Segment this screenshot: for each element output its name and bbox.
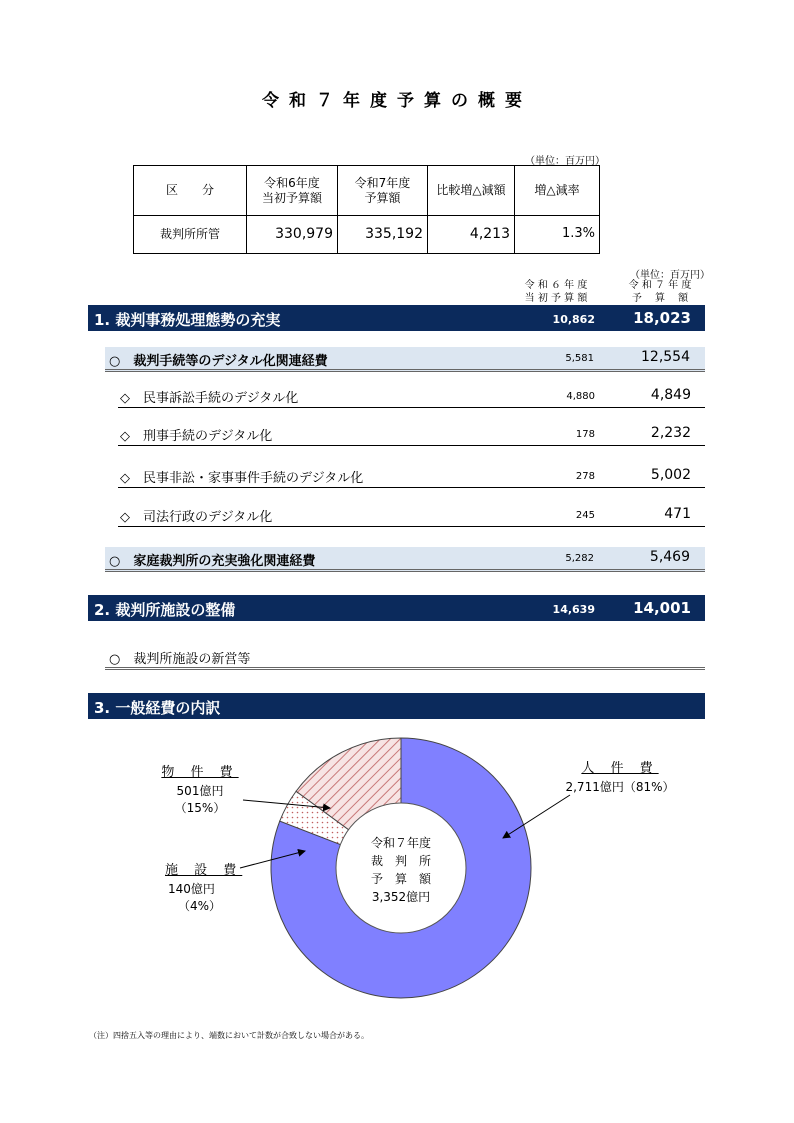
row-rate: 1.3% <box>515 216 600 254</box>
row-r6: 330,979 <box>247 216 338 254</box>
section1-r6: 10,862 <box>552 313 595 326</box>
section1-r7: 18,023 <box>633 309 691 327</box>
section2-sub-label: ○ 裁判所施設の新営等 <box>109 652 251 667</box>
group-digital-r6: 5,581 <box>565 353 594 364</box>
section2-r6: 14,639 <box>552 603 595 616</box>
group-family-r6: 5,282 <box>565 553 594 564</box>
section2-label: 2. 裁判所施設の整備 <box>94 601 236 619</box>
header-diff: 比較増△減額 <box>428 166 515 216</box>
header-r7: 令和7年度 予算額 <box>338 166 428 216</box>
footnote: （注）四捨五入等の理由により、端数において計数が合致しない場合がある。 <box>89 1031 369 1040</box>
label-jinken: 人 件 費 2,711億円（81%） <box>565 761 675 794</box>
col-r7-heading: 令 和 ７ 年 度 予 算 額 <box>628 280 692 304</box>
list-item: ◇ 民事訴訟手続のデジタル化 4,880 4,849 <box>118 387 705 408</box>
row-diff: 4,213 <box>428 216 515 254</box>
header-r6: 令和6年度 当初予算額 <box>247 166 338 216</box>
section1-label: 1. 裁判事務処理態勢の充実 <box>94 311 281 329</box>
group-family-label: ○ 家庭裁判所の充実強化関連経費 <box>109 554 316 569</box>
row-label: 裁判所所管 <box>134 216 247 254</box>
header-rate: 増△減率 <box>515 166 600 216</box>
row-r7: 335,192 <box>338 216 428 254</box>
group-digital-r7: 12,554 <box>641 349 690 365</box>
list-item: ◇ 司法行政のデジタル化 245 471 <box>118 506 705 527</box>
header-category: 区 分 <box>134 166 247 216</box>
page-title: 令和７年度予算の概要 <box>262 91 532 111</box>
donut-center-text: 令和７年度 裁 判 所 予 算 額 3,352億円 <box>370 836 431 904</box>
section2-r7: 14,001 <box>633 599 691 617</box>
list-item: ◇ 刑事手続のデジタル化 178 2,232 <box>118 425 705 446</box>
group-family-r7: 5,469 <box>649 549 690 565</box>
breakdown-unit-note: （単位：百万円） <box>630 270 710 281</box>
col-r6-heading: 令 和 ６ 年 度 当 初 予 算 額 <box>524 280 588 304</box>
list-item: ◇ 民事非訟・家事事件手続のデジタル化 278 5,002 <box>118 467 705 488</box>
section3-label: 3. 一般経費の内訳 <box>94 699 221 717</box>
label-shisetsu: 施 設 費 140億円 （4%） <box>165 863 243 914</box>
group-digital-label: ○ 裁判手続等のデジタル化関連経費 <box>109 354 328 369</box>
label-bukken: 物 件 費 501億円 （15%） <box>161 765 239 816</box>
summary-unit-note: （単位：百万円） <box>525 156 605 167</box>
